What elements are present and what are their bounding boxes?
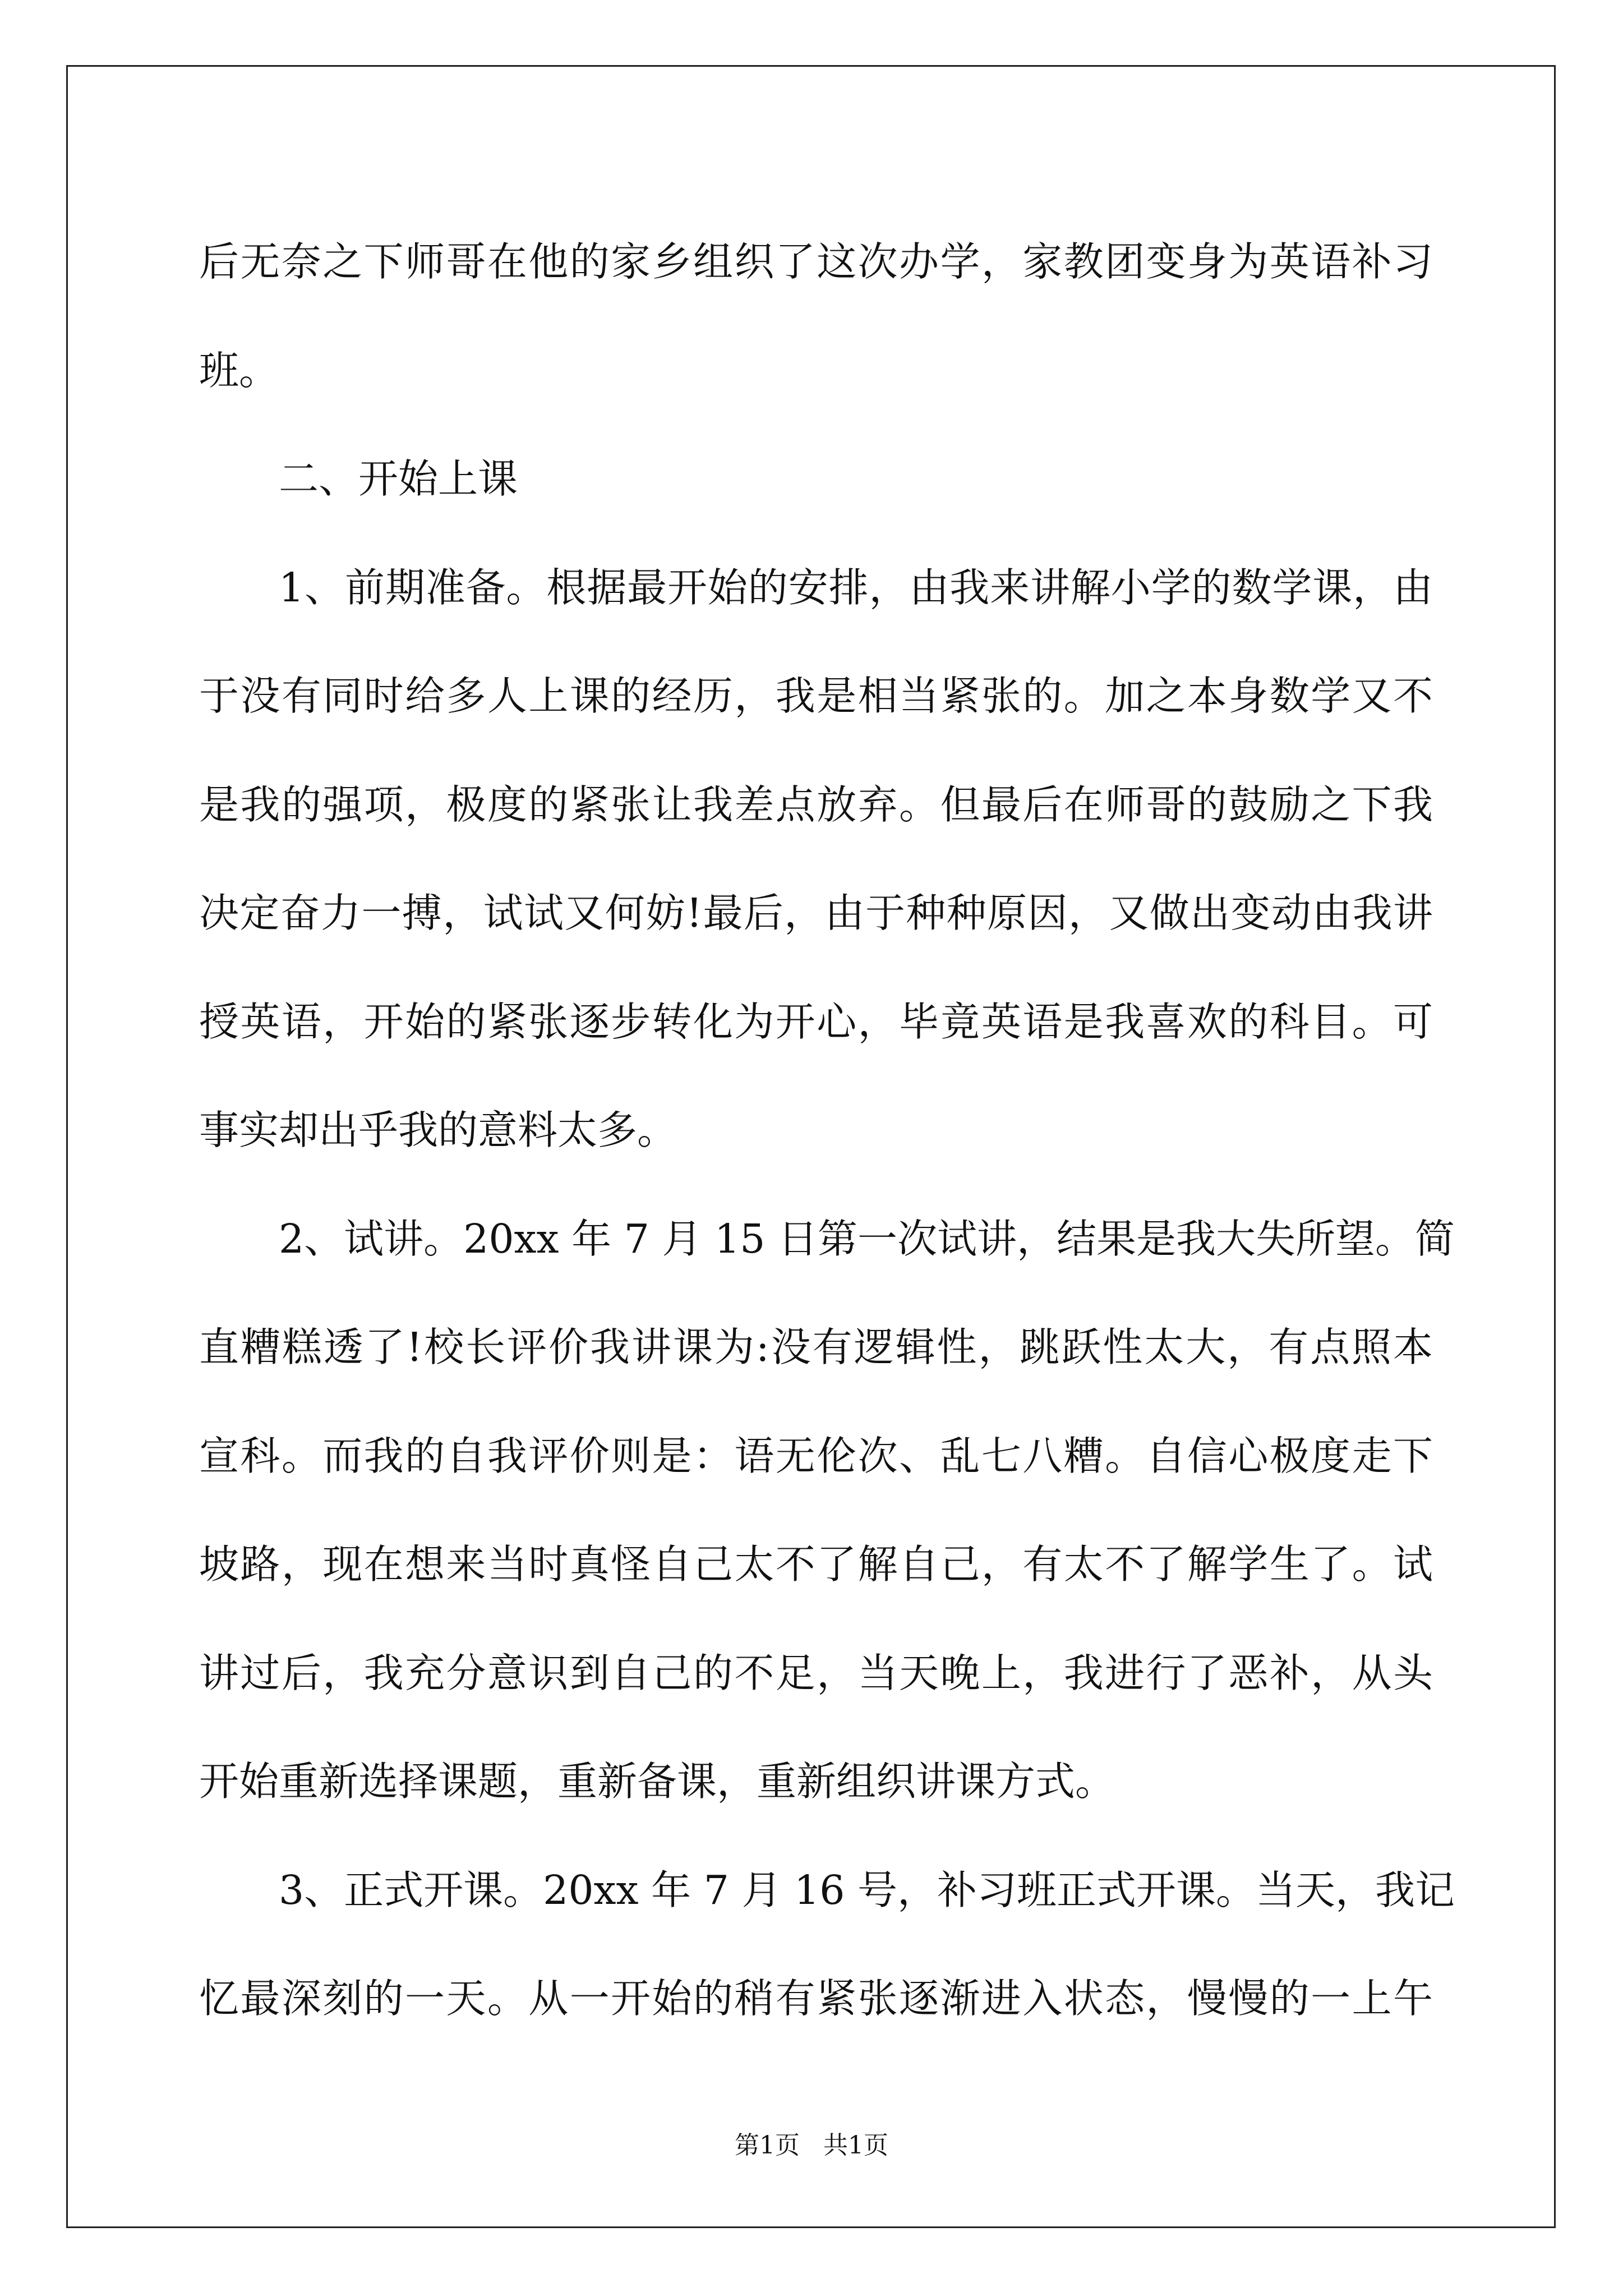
text-line: 忆最深刻的一天。从一开始的稍有紧张逐渐进入状态，慢慢的一上午 — [199, 1975, 1433, 2022]
text-line: 2、试讲。20xx 年 7 月 15 日第一次试讲，结果是我大失所望。简 — [279, 1215, 1455, 1262]
text-line: 直糟糕透了!校长评价我讲课为:没有逻辑性，跳跃性太大，有点照本 — [199, 1324, 1433, 1370]
page-number: 第1页 — [735, 2131, 800, 2160]
document-body — [199, 208, 1455, 2053]
text-line: 班。 — [199, 347, 279, 394]
text-line: 3、正式开课。20xx 年 7 月 16 号，补习班正式开课。当天，我记 — [279, 1866, 1455, 1913]
text-line: 是我的强项，极度的紧张让我差点放弃。但最后在师哥的鼓励之下我 — [199, 781, 1433, 828]
text-line: 开始重新选择课题，重新备课，重新组织讲课方式。 — [199, 1758, 1115, 1805]
text-line: 后无奈之下师哥在他的家乡组织了这次办学，家教团变身为英语补习 — [199, 238, 1433, 285]
text-line: 宣科。而我的自我评价则是：语无伦次、乱七八糟。自信心极度走下 — [199, 1432, 1433, 1479]
page-total: 共1页 — [823, 2131, 888, 2160]
text-line: 讲过后，我充分意识到自己的不足，当天晚上，我进行了恶补，从头 — [199, 1649, 1433, 1696]
text-line: 1、前期准备。根据最开始的安排，由我来讲解小学的数学课，由 — [279, 564, 1433, 611]
text-line: 授英语，开始的紧张逐步转化为开心，毕竟英语是我喜欢的科目。可 — [199, 998, 1433, 1045]
text-line: 坡路，现在想来当时真怪自己太不了解自己，有太不了解学生了。试 — [199, 1541, 1433, 1588]
text-line: 于没有同时给多人上课的经历，我是相当紧张的。加之本身数学又不 — [199, 673, 1433, 719]
section-heading: 二、开始上课 — [279, 455, 518, 502]
text-line: 决定奋力一搏，试试又何妨!最后，由于种种原因，又做出变动由我讲 — [199, 890, 1433, 936]
text-line: 事实却出乎我的意料太多。 — [199, 1107, 677, 1153]
page-footer — [0, 2129, 1623, 2162]
